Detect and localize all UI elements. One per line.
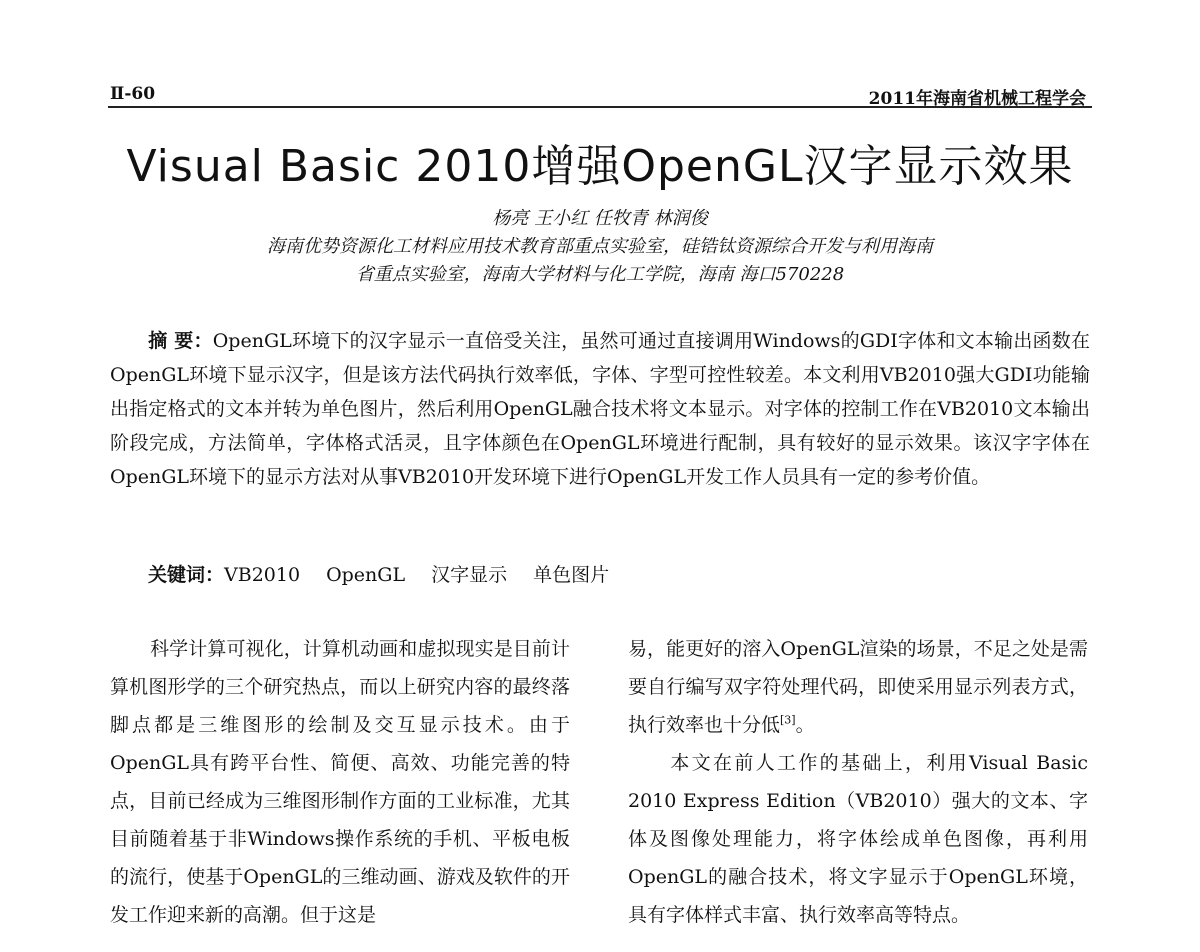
body-paragraph — [628, 744, 1088, 934]
keyword-item: VB2010 — [224, 564, 301, 586]
body-text: 。 — [795, 714, 815, 736]
affiliation — [108, 233, 1092, 289]
body-text: 本文在前人工作的基础上，利用Visual Basic 2010 Express Edition（VB2010）强大的文本、字体及图像处理能力，将字体绘成单色图像，再利用OpenGL的融合技术，将文字显示于OpenGL环境，具有字体样式丰富、执行效率高等特点。 — [628, 752, 1088, 926]
body-text: 易，能更好的溶入OpenGL渲染的场景，不足之处是需要自行编写双字符处理代码，即使采用显示列表方式，执行效率也十分低 — [628, 638, 1088, 736]
abstract — [110, 324, 1090, 494]
keyword-item: OpenGL — [326, 564, 406, 586]
abstract-label: 摘 要： — [148, 330, 213, 352]
keywords-label: 关键词： — [148, 564, 225, 586]
citation-ref: [3] — [780, 713, 796, 727]
paper-title: Visual Basic 2010增强OpenGL汉字显示效果 — [126, 141, 1074, 192]
keyword-item: 汉字显示 — [431, 564, 508, 586]
keyword-item: 单色图片 — [533, 564, 610, 586]
abstract-text: OpenGL环境下的汉字显示一直倍受关注，虽然可通过直接调用Windows的GDI字体和文本输出函数在OpenGL环境下显示汉字，但是该方法代码执行效率低，字体、字型可控性较差。本文利用VB2010强大GDI功能输出指定格式的文本并转为单色图片，然后利用OpenGL融合技术将文本显示。对字体的控制工作在VB2010文本输出阶段完成，方法简单，字体格式活灵，且字体颜色在OpenGL环境进行配制，具有较好的显示效果。该汉字字体在OpenGL环境下的显示方法对从事VB2010开发环境下进行OpenGL开发工作人员具有一定的参考价值。 — [110, 330, 1090, 488]
affiliation-line-1: 海南优势资源化工材料应用技术教育部重点实验室，硅锆钛资源综合开发与利用海南 — [267, 236, 933, 257]
page-number: Ⅱ-60 — [110, 84, 156, 104]
body-paragraph — [628, 630, 1088, 744]
body-column-left — [110, 630, 570, 934]
body-paragraph — [110, 630, 570, 934]
header-rule — [108, 106, 1092, 108]
conference-name: 2011年海南省机械工程学会 — [868, 89, 1086, 109]
body-column-right — [628, 630, 1088, 934]
affiliation-line-2: 省重点实验室，海南大学材料与化工学院，海南 海口570228 — [355, 264, 845, 285]
body-text: 科学计算可视化，计算机动画和虚拟现实是目前计算机图形学的三个研究热点，而以上研究内容的最终落脚点都是三维图形的绘制及交互显示技术。由于OpenGL具有跨平台性、简便、高效、功能完善的特点，目前已经成为三维图形制作方面的工业标准，尤其目前随着基于非Windows操作系统的手机、平板电板的流行，使基于OpenGL的三维动画、游戏及软件的开发工作迎来新的高潮。但于这是 — [110, 638, 570, 926]
keywords — [110, 558, 1090, 592]
author-list: 杨亮 王小红 任牧青 林润俊 — [492, 208, 708, 229]
